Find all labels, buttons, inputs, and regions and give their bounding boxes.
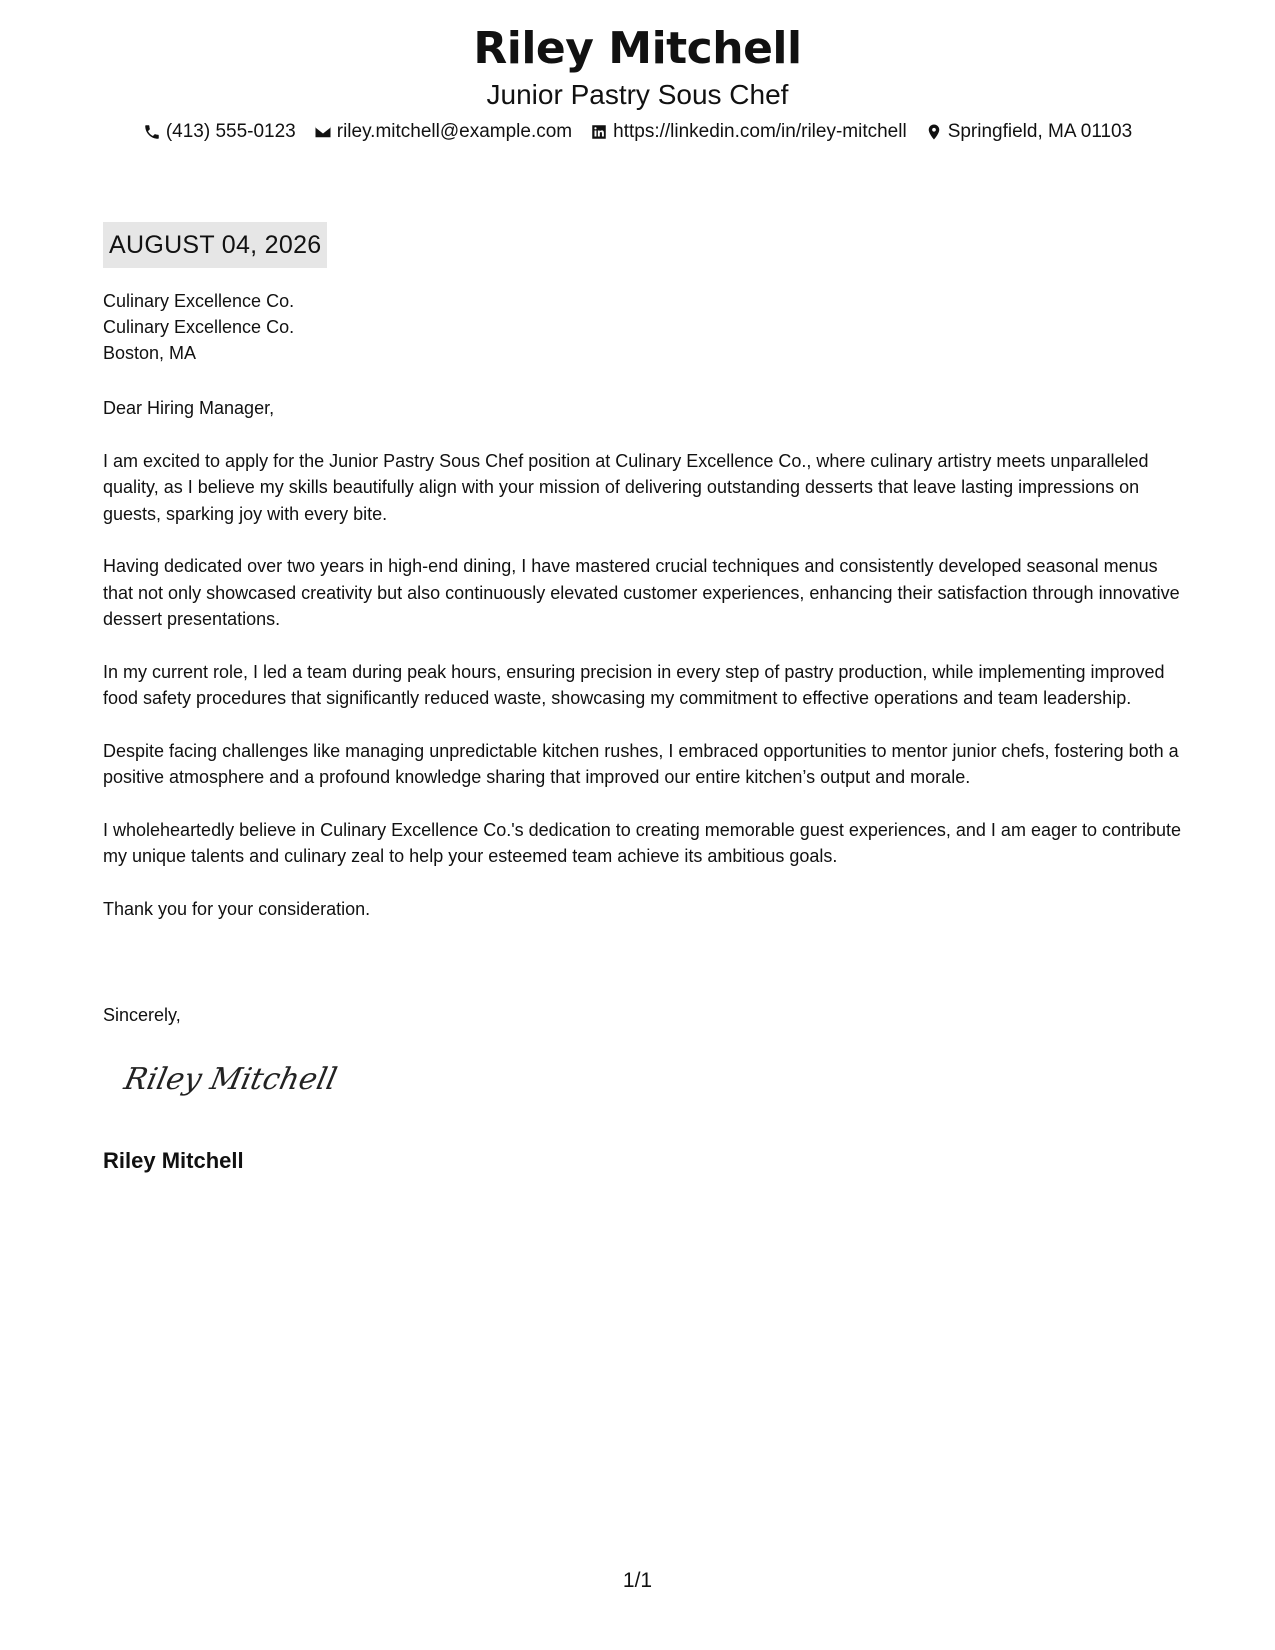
location-text: Springfield, MA 01103 xyxy=(947,121,1133,142)
body-paragraph: I am excited to apply for the Junior Pastry Sous Chef position at Culinary Excellence Co., where culinary artistry meets unparalleled quality, as I believe my skills beautifully align with your mission of delivering outstanding desserts that leave lasting impressions on guests, sparking joy with every bite. xyxy=(103,450,1149,524)
contact-bar xyxy=(0,120,1275,144)
body-paragraph: Despite facing challenges like managing unpredictable kitchen rushes, I embraced opportunities to mentor junior chefs, fostering both a positive atmosphere and a profound knowledge sharing that improved our entire kitchen’s output and morale. xyxy=(103,740,1179,787)
phone-text: (413) 555-0123 xyxy=(165,121,296,142)
contact-location xyxy=(925,120,1133,144)
recipient-line: Culinary Excellence Co. xyxy=(103,291,295,311)
contact-email[interactable] xyxy=(314,120,572,144)
page-number: 1/1 xyxy=(622,1569,653,1592)
linkedin-text[interactable]: https://linkedin.com/in/riley-mitchell xyxy=(613,121,907,142)
body-paragraph: Thank you for your consideration. xyxy=(103,898,371,919)
body-paragraph: In my current role, I led a team during peak hours, ensuring precision in every step of pastry production, while implementing improved food safety procedures that significantly reduced waste, showcasing my commitment to effective operations and team leadership. xyxy=(103,661,1165,708)
contact-linkedin[interactable] xyxy=(590,120,907,144)
handwritten-signature xyxy=(120,1055,350,1105)
recipient-line: Culinary Excellence Co. xyxy=(103,317,295,337)
applicant-name: Riley Mitchell xyxy=(473,23,802,74)
body-paragraph: Having dedicated over two years in high-end dining, I have mastered crucial techniques and consistently developed seasonal menus that not only showcased creativity but also continuously elevated customer experiences, enhancing their satisfaction through innovative dessert presentations. xyxy=(103,556,1180,629)
recipient-block xyxy=(103,288,294,366)
phone-icon xyxy=(143,123,161,141)
letter-header xyxy=(0,20,1275,144)
svg-text:Riley Mitchell: Riley Mitchell xyxy=(121,1062,340,1097)
email-text[interactable]: riley.mitchell@example.com xyxy=(336,121,573,142)
letter-body xyxy=(103,395,1183,948)
recipient-line: Boston, MA xyxy=(103,343,197,363)
body-paragraph: I wholeheartedly believe in Culinary Excellence Co.'s dedication to creating memorable guest experiences, and I am eager to contribute my unique talents and culinary zeal to help your esteemed team achieve its ambitious goals. xyxy=(103,819,1182,866)
envelope-icon xyxy=(314,123,332,141)
map-pin-icon xyxy=(925,123,943,141)
letter-date: AUGUST 04, 2026 xyxy=(103,222,327,268)
contact-phone xyxy=(143,120,296,144)
applicant-title: Junior Pastry Sous Chef xyxy=(486,79,789,110)
signer-name: Riley Mitchell xyxy=(103,1148,244,1173)
closing: Sincerely, xyxy=(103,1005,181,1025)
salutation: Dear Hiring Manager, xyxy=(103,398,275,418)
linkedin-icon xyxy=(590,123,608,141)
